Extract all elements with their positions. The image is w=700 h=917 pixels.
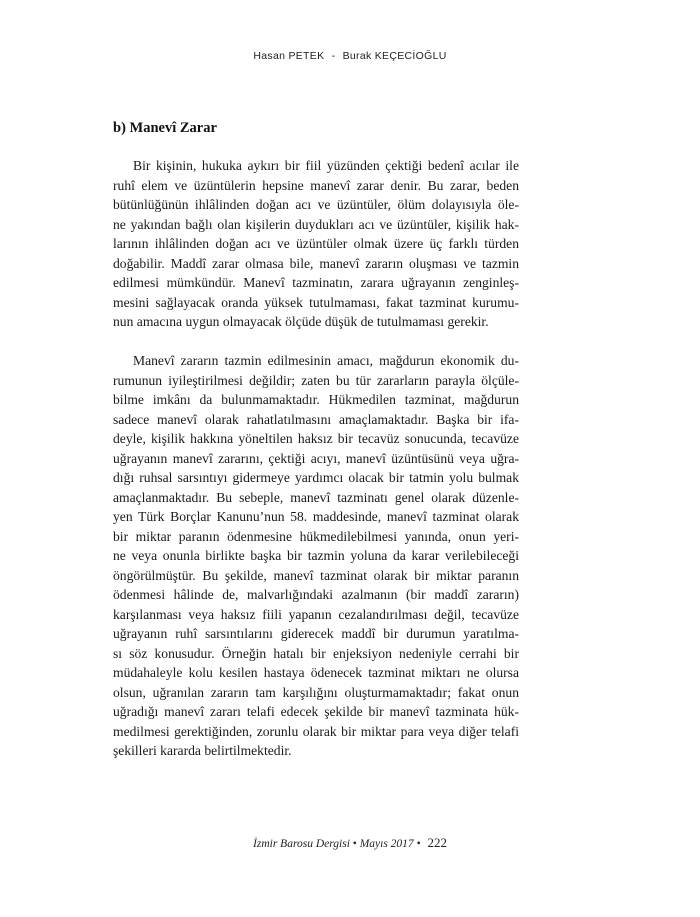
paragraph-line: uğradığı manevî zararı telafi edecek şekilde bir manevî tazminata hük- — [113, 704, 519, 719]
footer-date: Mayıs 2017 — [359, 838, 414, 850]
paragraph-line: karşılanması veya haksız fiili yapanın cezalandırılması değil, tecavüze — [113, 606, 519, 622]
paragraph-line: olsun, uğranılan zararın tam karşılığını oluşturmamaktadır; fakat onun — [113, 684, 519, 700]
header-separator: - — [331, 50, 336, 62]
paragraph-line: sı söz konusudur. Örneğin hatalı bir enjeksiyon nedeniyle cerrahi bir — [113, 645, 519, 661]
running-header — [0, 50, 700, 62]
paragraph-line: Bir kişinin, hukuka aykırı bir fiil yüzünden çektiği bedenî acılar ile — [133, 158, 519, 173]
paragraph-line: mesini sağlayacak oranda yüksek tutulmaması, fakat tazminat kurumu- — [113, 294, 519, 310]
paragraph-2 — [113, 351, 519, 761]
paragraph-line: ödenmesi hâlinde de, malvarlığındaki azalmanın (bir maddî zararın) — [113, 587, 519, 602]
paragraph-line: deyle, kişilik hakkına yöneltilen haksız bir tecavüz sonucunda, tecavüze — [113, 431, 519, 446]
footer-bullet: • — [352, 838, 357, 850]
paragraph-line: amaçlanmaktadır. Bu sebeple, manevî tazminatı genel olarak düzenle- — [113, 489, 519, 505]
header-author-2: Burak KEÇECİOĞLU — [342, 50, 447, 62]
section-heading: b) Manevî Zarar — [113, 120, 217, 136]
paragraph-line: rumunun iyileştirilmesi değildir; zaten bu tür zararların parayla ölçüle- — [113, 372, 519, 388]
paragraph-line: dığı ruhsal sarsıntıyı gidermeye yardımcı olacak bir tatmin yolu bulmak — [113, 470, 519, 485]
header-author-1: Hasan PETEK — [253, 50, 325, 62]
paragraph-line: ruhî elem ve üzüntülerin hepsine manevî zarar denir. Bu zarar, beden — [113, 177, 519, 193]
footer-bullet: • — [416, 838, 421, 850]
paragraph-line: edilmesi mümkündür. Manevî tazminatın, zarara uğrayanın zenginleş- — [113, 275, 519, 290]
paragraph-line: müdahaleyle kolu kesilen hastaya ödenecek tazminat miktarı ne olursa — [113, 665, 519, 680]
page-footer — [0, 835, 700, 851]
paragraph-line: Manevî zararın tazmin edilmesinin amacı, mağdurun ekonomik du- — [133, 353, 519, 368]
paragraph-line: nun amacına uygun olmayacak ölçüde düşük de tutulmaması gerekir. — [113, 314, 489, 329]
paragraph-line: ne veya onunla birlikte başka bir tazmin yoluna da karar verilebileceği — [113, 548, 519, 563]
paragraph-line: bilme imkânı da bulunmamaktadır. Hükmedilen tazminat, mağdurun — [113, 392, 519, 407]
paragraph-line: uğrayanın ruhî sarsıntılarını giderecek maddî bir durumun yaratılma- — [113, 626, 519, 641]
page-number: 222 — [427, 835, 447, 850]
paragraph-line: doğabilir. Maddî zarar olmasa bile, manevî zararın oluşması ve tazmin — [113, 255, 519, 271]
paragraph-line: bütünlüğünün ihlâlinden doğan acı ve üzüntüler, ölüm dolayısıyla öle- — [113, 197, 519, 212]
paragraph-line: uğrayanın manevî zararını, çektiği acıyı, manevî üzüntüsünü veya uğra- — [113, 450, 519, 466]
paragraph-line: ne yakından bağlı olan kişilerin duydukları acı ve üzüntüler, kişilik hak- — [113, 216, 519, 232]
paragraph-line: bir miktar paranın ödenmesine hükmedilebilmesi yanında, onun yeri- — [113, 528, 519, 544]
paragraph-line: şekilleri kararda belirtilmektedir. — [113, 743, 292, 758]
paragraph-line: öngörülmüştür. Bu şekilde, manevî tazminat olarak bir miktar paranın — [113, 567, 519, 583]
footer-journal-name: İzmir Barosu Dergisi — [253, 838, 350, 850]
paragraph-1 — [113, 156, 519, 332]
paragraph-line: yen Türk Borçlar Kanunu’nun 58. maddesinde, manevî tazminat olarak — [113, 509, 519, 524]
paragraph-line: larının ihlâlinden doğan acı ve üzüntüler olmak üzere üç farklı türden — [113, 236, 519, 251]
paragraph-line: medilmesi gerektiğinden, zorunlu olarak bir miktar para veya diğer telafi — [113, 723, 519, 739]
paragraph-line: sadece manevî olarak rahatlatılmasını amaçlamaktadır. Başka bir ifa- — [113, 411, 519, 427]
